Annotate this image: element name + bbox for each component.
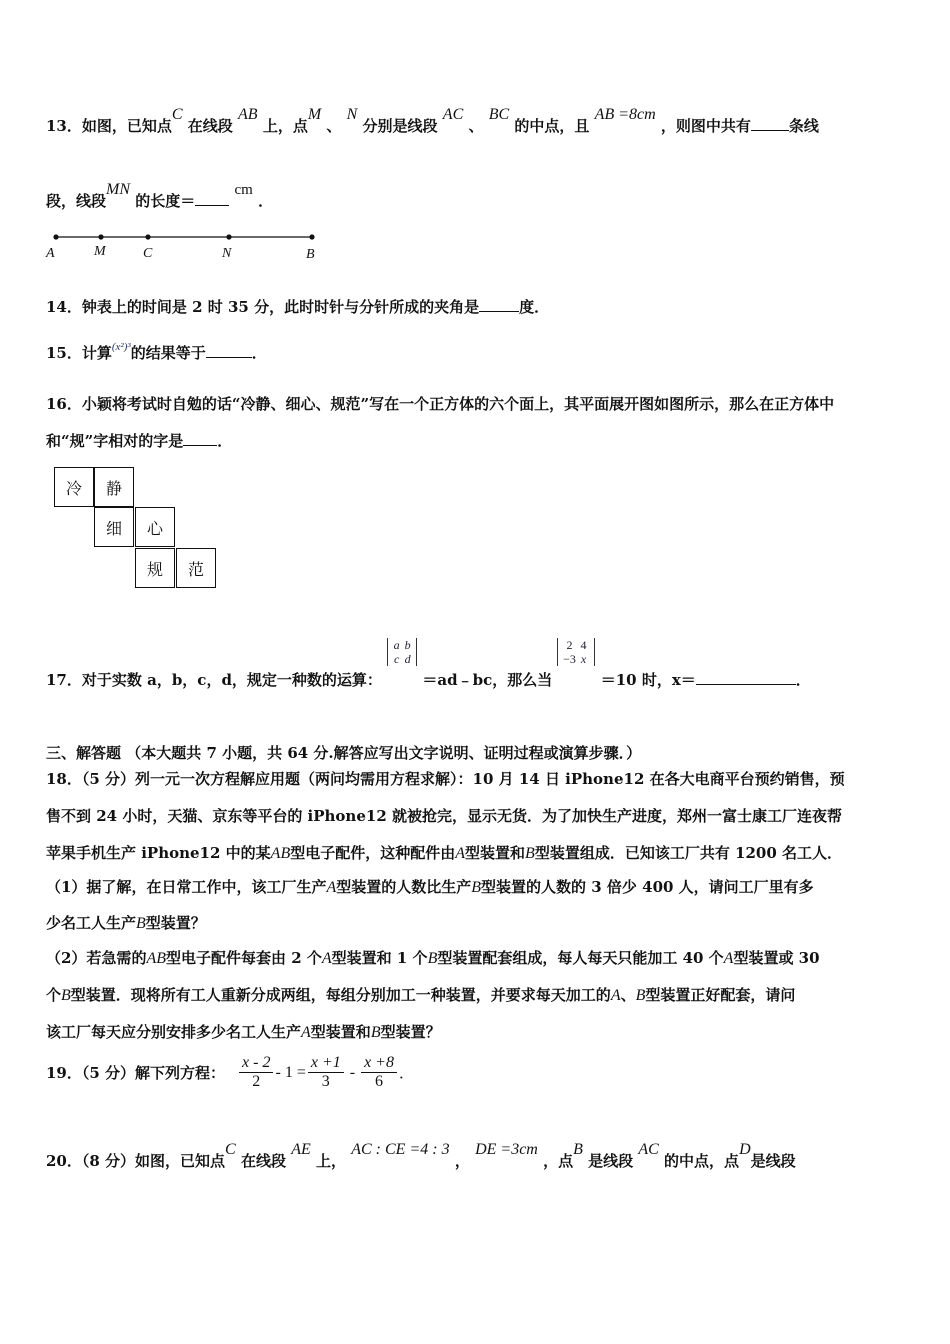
q13-text: 分别是线段	[362, 117, 438, 135]
q15-text: 的结果等于	[130, 344, 206, 362]
q13-text: 在线段	[187, 117, 233, 135]
q18-line2	[46, 805, 842, 826]
fraction-1	[239, 1054, 273, 1091]
math-de: DE =3cm	[475, 1141, 538, 1158]
q13-text: 的中点，且	[514, 117, 590, 135]
section-heading	[46, 742, 641, 763]
q17-text: 17．对于实数 a，b，c，d，规定一种数的运算：	[46, 671, 382, 689]
math-m: M	[307, 106, 322, 123]
q20-text: 是线段	[588, 1152, 634, 1170]
q20-text: 在线段	[240, 1152, 286, 1170]
q14-end: 度．	[519, 298, 550, 316]
q18-text: 型装置配套组成，每人每天只能加工 40 个	[437, 949, 724, 967]
q16-end: ．	[217, 432, 233, 450]
math-d: D	[739, 1141, 751, 1158]
math-a: A	[321, 950, 332, 967]
point-c	[145, 234, 150, 239]
net-cell: 静	[94, 467, 134, 507]
math-ae: AE	[291, 1141, 311, 1158]
q13-text: ，则图中共有	[660, 117, 751, 135]
q17-text: ＝10 时，x＝	[600, 671, 696, 689]
q20-text: 的中点，点	[664, 1152, 740, 1170]
q16-line2	[46, 430, 232, 451]
net-cell: 细	[94, 507, 134, 547]
q18-line1	[46, 768, 845, 789]
math-mn: MN	[106, 181, 131, 198]
net-cell: 心	[135, 507, 175, 547]
q18-text: （2）若急需的	[46, 949, 147, 967]
q18-text: 型装置组成．已知该工厂共有 1200 名工人．	[534, 844, 843, 862]
math-ab: AB	[270, 845, 291, 862]
answer-blank	[696, 670, 796, 685]
q20-text: ，点	[543, 1152, 574, 1170]
q17-text: ＝ad﹣bc，那么当	[422, 671, 553, 689]
det-entry: −3	[563, 652, 576, 666]
q13-sep: 、	[326, 117, 342, 135]
det-entry: d	[404, 652, 411, 666]
point-n	[226, 234, 231, 239]
q14-text: 14．钟表上的时间是 2 时 35 分，此时时针与分针所成的夹角是	[46, 298, 480, 316]
q13-text: 条线	[788, 117, 819, 135]
q13-line1	[46, 106, 819, 136]
math-b: B	[136, 915, 146, 932]
q18-sep: 、	[620, 986, 636, 1004]
q18-text: 型装置和 1 个	[331, 949, 428, 967]
math-a: A	[455, 845, 466, 862]
q13-sep: 、	[468, 117, 484, 135]
q13-text: 的长度＝	[135, 192, 196, 210]
q15-text: 15．计算	[46, 344, 112, 362]
q16-text: 16．小颖将考试时自勉的话“冷静、细心、规范”写在一个正方体的六个面上，其平面展开图如图所示，那么在正方体中	[46, 395, 835, 413]
fraction-2	[308, 1054, 344, 1091]
q20-text: 上，	[315, 1152, 346, 1170]
det-entry: x	[580, 652, 587, 666]
net-cell: 规	[135, 548, 175, 588]
numerator: x +1	[308, 1054, 344, 1073]
math-b: B	[61, 987, 71, 1004]
math-b: B	[471, 879, 482, 896]
q18-line8	[46, 1021, 441, 1042]
denominator: 2	[252, 1073, 261, 1090]
math-ab: AB	[238, 106, 258, 123]
q18-text: 苹果手机生产 iPhone12 中的某	[46, 844, 271, 862]
q18-text: （1）据了解，在日常工作中，该工厂生产	[46, 878, 327, 896]
answer-blank	[195, 191, 229, 206]
q20-text: ，	[454, 1152, 470, 1170]
math-c: C	[225, 1141, 236, 1158]
det-entry: 2	[566, 638, 573, 652]
q16-line1	[46, 393, 834, 414]
answer-blank	[206, 343, 252, 358]
q14	[46, 296, 549, 317]
q18-text: 型装置和	[465, 844, 526, 862]
q18-line5	[46, 912, 206, 933]
q18-text: 型装置和	[310, 1023, 371, 1041]
q18-line7	[46, 984, 795, 1005]
math-power-expr: (x²)³	[111, 341, 131, 353]
q18-line4	[46, 876, 814, 897]
numerator: x +8	[361, 1054, 397, 1073]
q17	[46, 638, 811, 690]
q13-text: 段，线段	[46, 192, 107, 210]
point-a	[53, 234, 58, 239]
q18-text: 型电子配件每套由 2 个	[166, 949, 322, 967]
answer-blank	[479, 297, 519, 312]
q19-text: 19．（5 分）解下列方程：	[46, 1064, 226, 1082]
math-a: A	[301, 1024, 311, 1041]
math-ab-eq: AB =8cm	[594, 106, 656, 123]
math-a: A	[610, 987, 621, 1004]
math-n: N	[346, 106, 358, 123]
math-ac: AC	[442, 106, 464, 123]
q18-line6	[46, 947, 820, 968]
math-ratio: AC : CE =4 : 3	[351, 1141, 450, 1158]
q18-text: 型装置正好配套，请问	[645, 986, 796, 1004]
math-c: C	[171, 106, 183, 123]
label-n: N	[222, 246, 232, 261]
q18-line3	[46, 842, 842, 863]
point-b	[309, 234, 314, 239]
label-m: M	[94, 244, 106, 259]
math-b: B	[370, 1024, 381, 1041]
answer-blank	[183, 431, 217, 446]
denominator: 6	[375, 1073, 384, 1090]
q13-text: 上，点	[262, 117, 308, 135]
math-b: B	[427, 950, 438, 967]
label-b: B	[306, 247, 315, 262]
q18-text: 个	[46, 986, 62, 1004]
math-b: B	[573, 1141, 583, 1158]
net-cell: 范	[176, 548, 216, 588]
q18-text: 18．（5 分）列一元一次方程解应用题（两问均需用方程求解）：10 月 14 日 iPhone12 在各大电商平台预约销售，预	[46, 770, 845, 788]
determinant-numeric	[557, 638, 595, 666]
q18-text: 型装置或 30	[733, 949, 820, 967]
q18-text: 型装置．现将所有工人重新分成两组，每组分别加工一种装置，并要求每天加工的	[70, 986, 611, 1004]
q18-text: 该工厂每天应分别安排多少名工人生产	[46, 1023, 302, 1041]
q15-end: ．	[251, 344, 267, 362]
net-cell: 冷	[54, 467, 94, 507]
determinant-abcd	[387, 638, 417, 666]
q18-text: 型装置？	[145, 914, 206, 932]
q18-text: 售不到 24 小时，天猫、京东等平台的 iPhone12 就被抢完，显示无货．为了加快生产进度，郑州一富士康工厂连夜帮	[46, 807, 842, 825]
det-entry: c	[394, 652, 400, 666]
q20	[46, 1141, 796, 1171]
q20-text: 是线段	[750, 1152, 796, 1170]
point-m	[98, 234, 103, 239]
q18-text: 型装置的人数比生产	[336, 878, 472, 896]
q17-end: ．	[795, 671, 811, 689]
q13-line2	[46, 181, 274, 211]
answer-blank	[751, 116, 789, 131]
math-ab: AB	[146, 950, 166, 967]
math-b: B	[525, 845, 535, 862]
q20-text: 20．（8 分）如图，已知点	[46, 1152, 226, 1170]
fraction-3	[361, 1054, 397, 1091]
q18-text: 型装置？	[380, 1023, 441, 1041]
det-entry: a	[393, 638, 400, 652]
q18-text: 少名工人生产	[46, 914, 137, 932]
det-entry: b	[404, 638, 411, 652]
section-title: 三、解答题 （本大题共 7 小题，共 64 分.解答应写出文字说明、证明过程或演算步骤．）	[46, 744, 642, 762]
label-a: A	[46, 246, 55, 261]
equation-op: - 1 =	[275, 1063, 306, 1081]
segment-figure	[46, 228, 326, 268]
unit-cm: cm	[234, 182, 253, 198]
math-b: B	[635, 987, 646, 1004]
numerator: x - 2	[239, 1054, 273, 1073]
math-a: A	[723, 950, 734, 967]
q18-text: 型电子配件，这种配件由	[290, 844, 456, 862]
math-a: A	[326, 879, 337, 896]
math-bc: BC	[488, 106, 510, 123]
period: ．	[258, 192, 274, 210]
det-entry: 4	[580, 638, 587, 652]
period: ．	[398, 1064, 414, 1082]
equation-op: -	[349, 1063, 356, 1081]
math-ac: AC	[638, 1141, 659, 1158]
q15	[46, 342, 267, 363]
denominator: 3	[321, 1073, 330, 1090]
q16-text: 和“规”字相对的字是	[46, 432, 184, 450]
label-c: C	[143, 246, 153, 261]
q13-text: 13．如图，已知点	[46, 117, 172, 135]
q19	[46, 1054, 414, 1091]
q18-text: 型装置的人数的 3 倍少 400 人，请问工厂里有多	[481, 878, 814, 896]
